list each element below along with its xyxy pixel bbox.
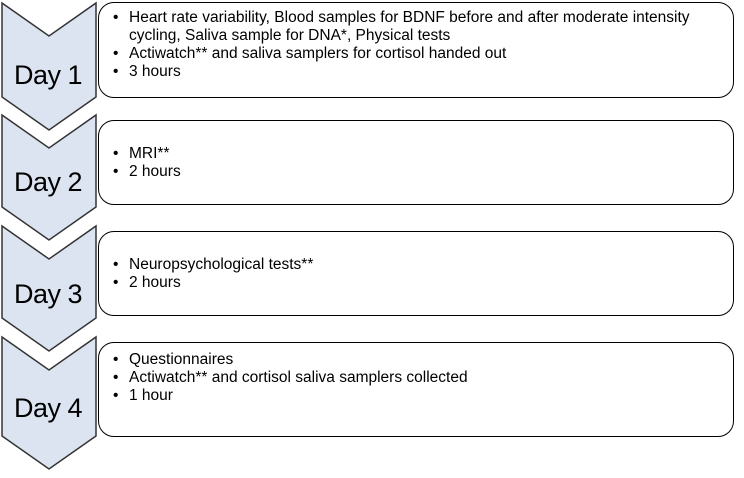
step-box-day-2 [98, 120, 734, 205]
list-item: • 1 hour [113, 387, 723, 405]
list-item: • Neuropsychological tests** [113, 256, 723, 274]
day-label-3: Day 3 [13, 279, 83, 309]
list-item: • Actiwatch** and saliva samplers for cortisol handed out [113, 45, 723, 63]
list-item: • MRI** [113, 145, 723, 163]
list-item: • 3 hours [113, 63, 723, 81]
step-list [113, 256, 723, 292]
day-label-2: Day 2 [13, 167, 83, 197]
list-item: • 2 hours [113, 163, 723, 181]
day-label-1: Day 1 [13, 60, 83, 90]
step-box-day-4 [98, 342, 734, 437]
list-item: • Heart rate variability, Blood samples for BDNF before and after moderate intensity cycling, Saliva sample for DNA*, Physical tests [113, 9, 723, 45]
day-label-4: Day 4 [13, 393, 83, 423]
step-list [113, 9, 723, 81]
step-list [113, 351, 723, 405]
step-list [113, 145, 723, 181]
step-box-day-3 [98, 231, 734, 316]
step-box-day-1 [98, 2, 734, 98]
list-item: • Actiwatch** and cortisol saliva samplers collected [113, 369, 723, 387]
list-item: • 2 hours [113, 274, 723, 292]
list-item: • Questionnaires [113, 351, 723, 369]
